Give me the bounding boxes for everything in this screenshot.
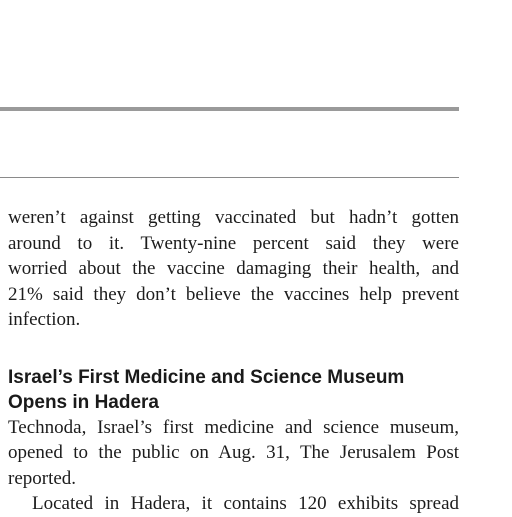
text-line: infection. <box>8 309 81 330</box>
article-body <box>8 205 459 517</box>
text-line: Technoda, Israel’s first medicine and science museum, <box>8 416 459 438</box>
text-line: opened to the public on Aug. 31, The Jerusalem Post <box>8 442 459 463</box>
paragraph-vaccine-survey <box>8 205 459 333</box>
text-line: Located in Hadera, it contains 120 exhibits spread <box>32 493 459 514</box>
top-divider-thick <box>0 107 459 111</box>
top-divider-thin <box>0 177 459 178</box>
text-line: around to it. Twenty-nine percent said they were <box>8 232 459 254</box>
text-line: weren’t against getting vaccinated but hadn’t gotten <box>8 207 459 228</box>
heading-line: Opens in Hadera <box>8 391 159 413</box>
text-line: 21% said they don’t believe the vaccines help prevent <box>8 283 459 305</box>
text-line: reported. <box>8 467 77 489</box>
paragraph-hadera <box>8 491 459 517</box>
heading-line: Israel’s First Medicine and Science Museum <box>8 366 405 388</box>
section-heading <box>8 365 459 415</box>
paragraph-technoda <box>8 415 459 492</box>
text-line: worried about the vaccine damaging their health, and <box>8 258 459 279</box>
